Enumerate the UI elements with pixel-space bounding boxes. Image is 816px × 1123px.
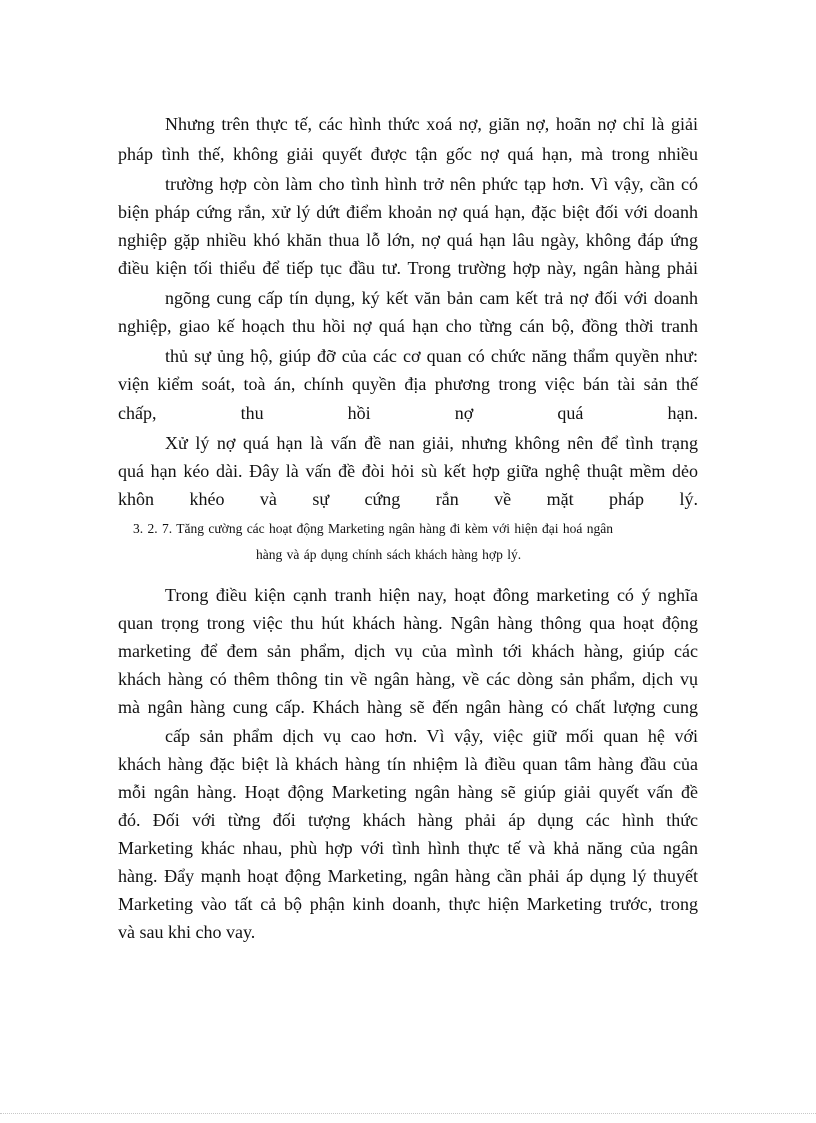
paragraph-1-line-1: Nhưng trên thực tế, các hình thức xoá nợ, giãn nợ, hoãn nợ chỉ là giải — [165, 114, 698, 134]
paragraph-1-line-9: thủ sự ủng hộ, giúp đỡ của các cơ quan có chức năng thẩm quyền như: — [165, 346, 698, 366]
paragraph-2-line-1: Xử lý nợ quá hạn là vấn đề nan giải, nhưng không nên để tình trạng — [165, 433, 698, 453]
section-heading-line-1: 3. 2. 7. Tăng cường các hoạt động Marketing ngân hàng đi kèm với hiện đại hoá ngân — [133, 521, 613, 536]
paragraph-3-line-11: hàng. Đẩy mạnh hoạt động Marketing, ngân hàng cần phải áp dụng lý thuyết — [118, 866, 698, 886]
paragraph-3-line-2: quan trọng trong việc thu hút khách hàng. Ngân hàng thông qua hoạt động — [118, 613, 698, 633]
paragraph-1-line-2: pháp tình thế, không giải quyết được tận gốc nợ quá hạn, mà trong nhiều — [118, 144, 698, 164]
paragraph-3-line-5: mà ngân hàng cung cấp. Khách hàng sẽ đến ngân hàng có chất lượng cung — [118, 697, 698, 717]
paragraph-3-line-3: marketing để đem sản phẩm, dịch vụ của mình tới khách hàng, giúp các — [118, 641, 698, 661]
paragraph-3-line-4: khách hàng có thêm thông tin về ngân hàng, về các dòng sản phẩm, dịch vụ — [118, 669, 698, 689]
paragraph-3-line-6: cấp sản phẩm dịch vụ cao hơn. Vì vậy, việc giữ mối quan hệ với — [165, 726, 698, 746]
paragraph-3-line-1: Trong điều kiện cạnh tranh hiện nay, hoạt đông marketing có ý nghĩa — [165, 585, 698, 605]
paragraph-3-line-9: đó. Đối với từng đối tượng khách hàng phải áp dụng các hình thức — [118, 810, 698, 830]
paragraph-1-line-4: biện pháp cứng rắn, xử lý dứt điểm khoản nợ quá hạn, đặc biệt đối với doanh — [118, 202, 698, 222]
paragraph-3-line-13: và sau khi cho vay. — [118, 922, 256, 942]
paragraph-3-line-10: Marketing khác nhau, phù hợp với tình hình thực tế và khả năng của ngân — [118, 838, 698, 858]
paragraph-3-line-12: Marketing vào tất cả bộ phận kinh doanh, thực hiện Marketing trước, trong — [118, 894, 698, 914]
paragraph-1-line-11: chấp, thu hồi nợ quá hạn. — [118, 403, 698, 423]
page-bottom-divider — [0, 1113, 816, 1114]
paragraph-2-line-3: khôn khéo và sự cứng rắn về mặt pháp lý. — [118, 489, 698, 509]
paragraph-1-line-10: viện kiểm soát, toà án, chính quyền địa phương trong việc bán tài sản thế — [118, 374, 698, 394]
paragraph-1-line-7: ngõng cung cấp tín dụng, ký kết văn bản cam kết trả nợ đối với doanh — [165, 288, 698, 308]
paragraph-1-line-8: nghiệp, giao kế hoạch thu hồi nợ quá hạn cho từng cán bộ, đồng thời tranh — [118, 316, 698, 336]
paragraph-1-line-6: điều kiện tối thiểu để tiếp tục đầu tư. Trong trường hợp này, ngân hàng phải — [118, 258, 698, 278]
paragraph-3-line-8: mỗi ngân hàng. Hoạt động Marketing ngân hàng sẽ giúp giải quyết vấn đề — [118, 782, 698, 802]
paragraph-2-line-2: quá hạn kéo dài. Đây là vấn đề đòi hỏi sù kết hợp giữa nghệ thuật mềm dẻo — [118, 461, 698, 481]
paragraph-3-line-7: khách hàng đặc biệt là khách hàng tín nhiệm là điều quan tâm hàng đầu của — [118, 754, 698, 774]
paragraph-1-line-3: trường hợp còn làm cho tình hình trở nên phức tạp hơn. Vì vậy, cần có — [165, 174, 698, 194]
section-heading-line-2: hàng và áp dụng chính sách khách hàng hợp lý. — [256, 547, 522, 562]
paragraph-1-line-5: nghiệp gặp nhiều khó khăn thua lỗ lớn, nợ quá hạn lâu ngày, không đáp ứng — [118, 230, 698, 250]
